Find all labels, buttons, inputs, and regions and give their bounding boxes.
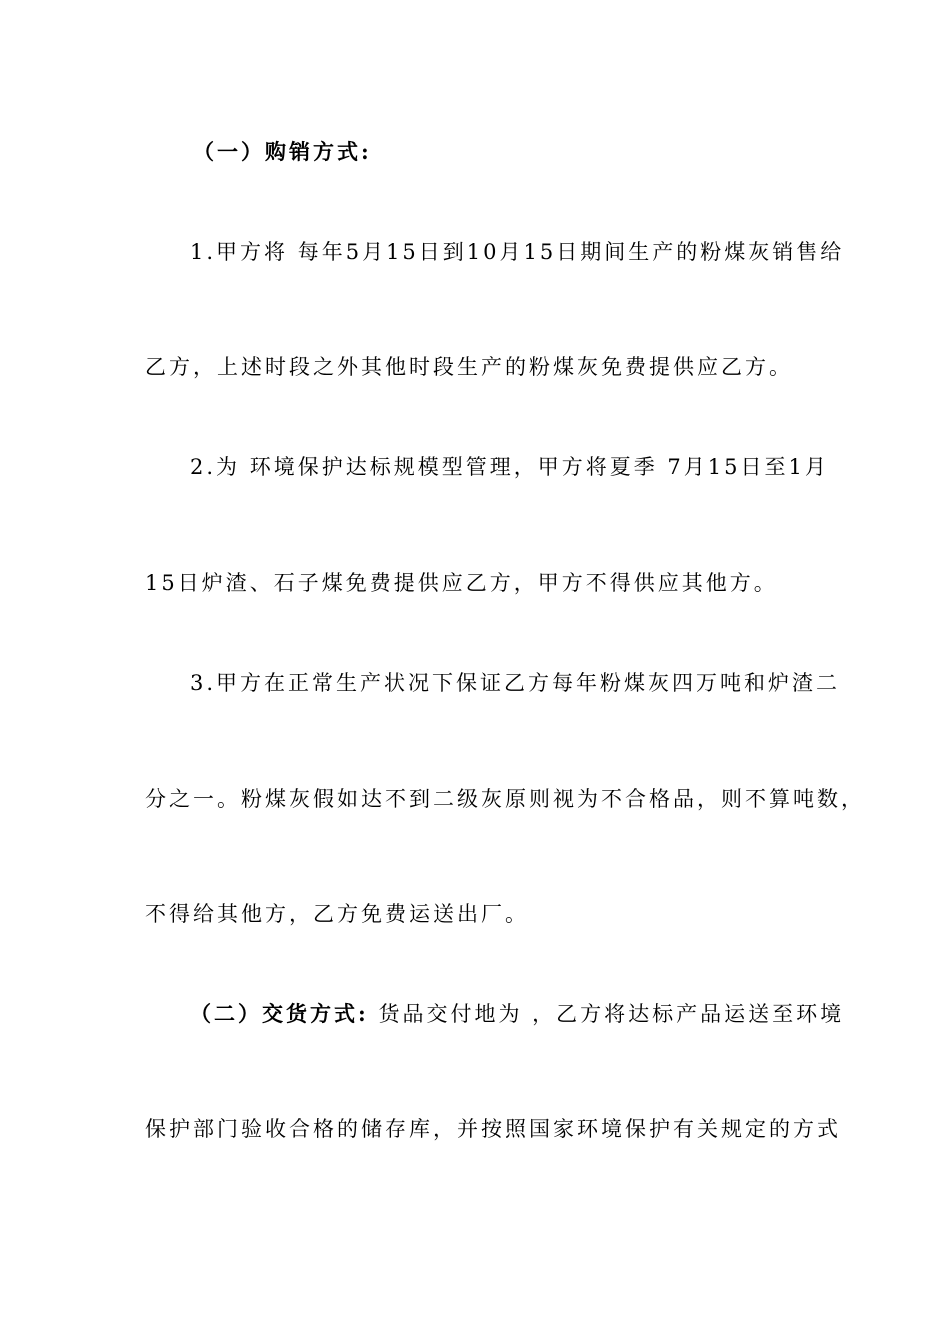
paragraph-2-line-2: 15日炉渣、石子煤免费提供应乙方，甲方不得供应其他方。: [145, 571, 778, 595]
paragraph-3-line-1: 3.甲方在正常生产状况下保证乙方每年粉煤灰四万吨和炉渣二: [190, 671, 841, 695]
paragraph-3-line-3: 不得给其他方，乙方免费运送出厂。: [145, 902, 529, 926]
delivery-text: 货品交付地为 ，乙方将达标产品运送至环境: [368, 1002, 845, 1026]
paragraph-delivery-line-2: 保护部门验收合格的储存库，并按照国家环境保护有关规定的方式: [145, 1117, 841, 1141]
section-heading-purchase-sales: （一）购销方式:: [193, 139, 372, 164]
section-heading-delivery: （二）交货方式:: [190, 1001, 369, 1026]
paragraph-2-line-1: 2.为 环境保护达标规模型管理，甲方将夏季 7月15日至1月: [190, 455, 829, 479]
paragraph-delivery-line-1: [190, 999, 844, 1029]
paragraph-3-line-2: 分之一。粉煤灰假如达不到二级灰原则视为不合格品，则不算吨数，: [145, 787, 865, 811]
paragraph-1-line-2: 乙方，上述时段之外其他时段生产的粉煤灰免费提供应乙方。: [145, 355, 793, 379]
paragraph-1-line-1: 1.甲方将 每年5月15日到10月15日期间生产的粉煤灰销售给: [190, 240, 845, 264]
